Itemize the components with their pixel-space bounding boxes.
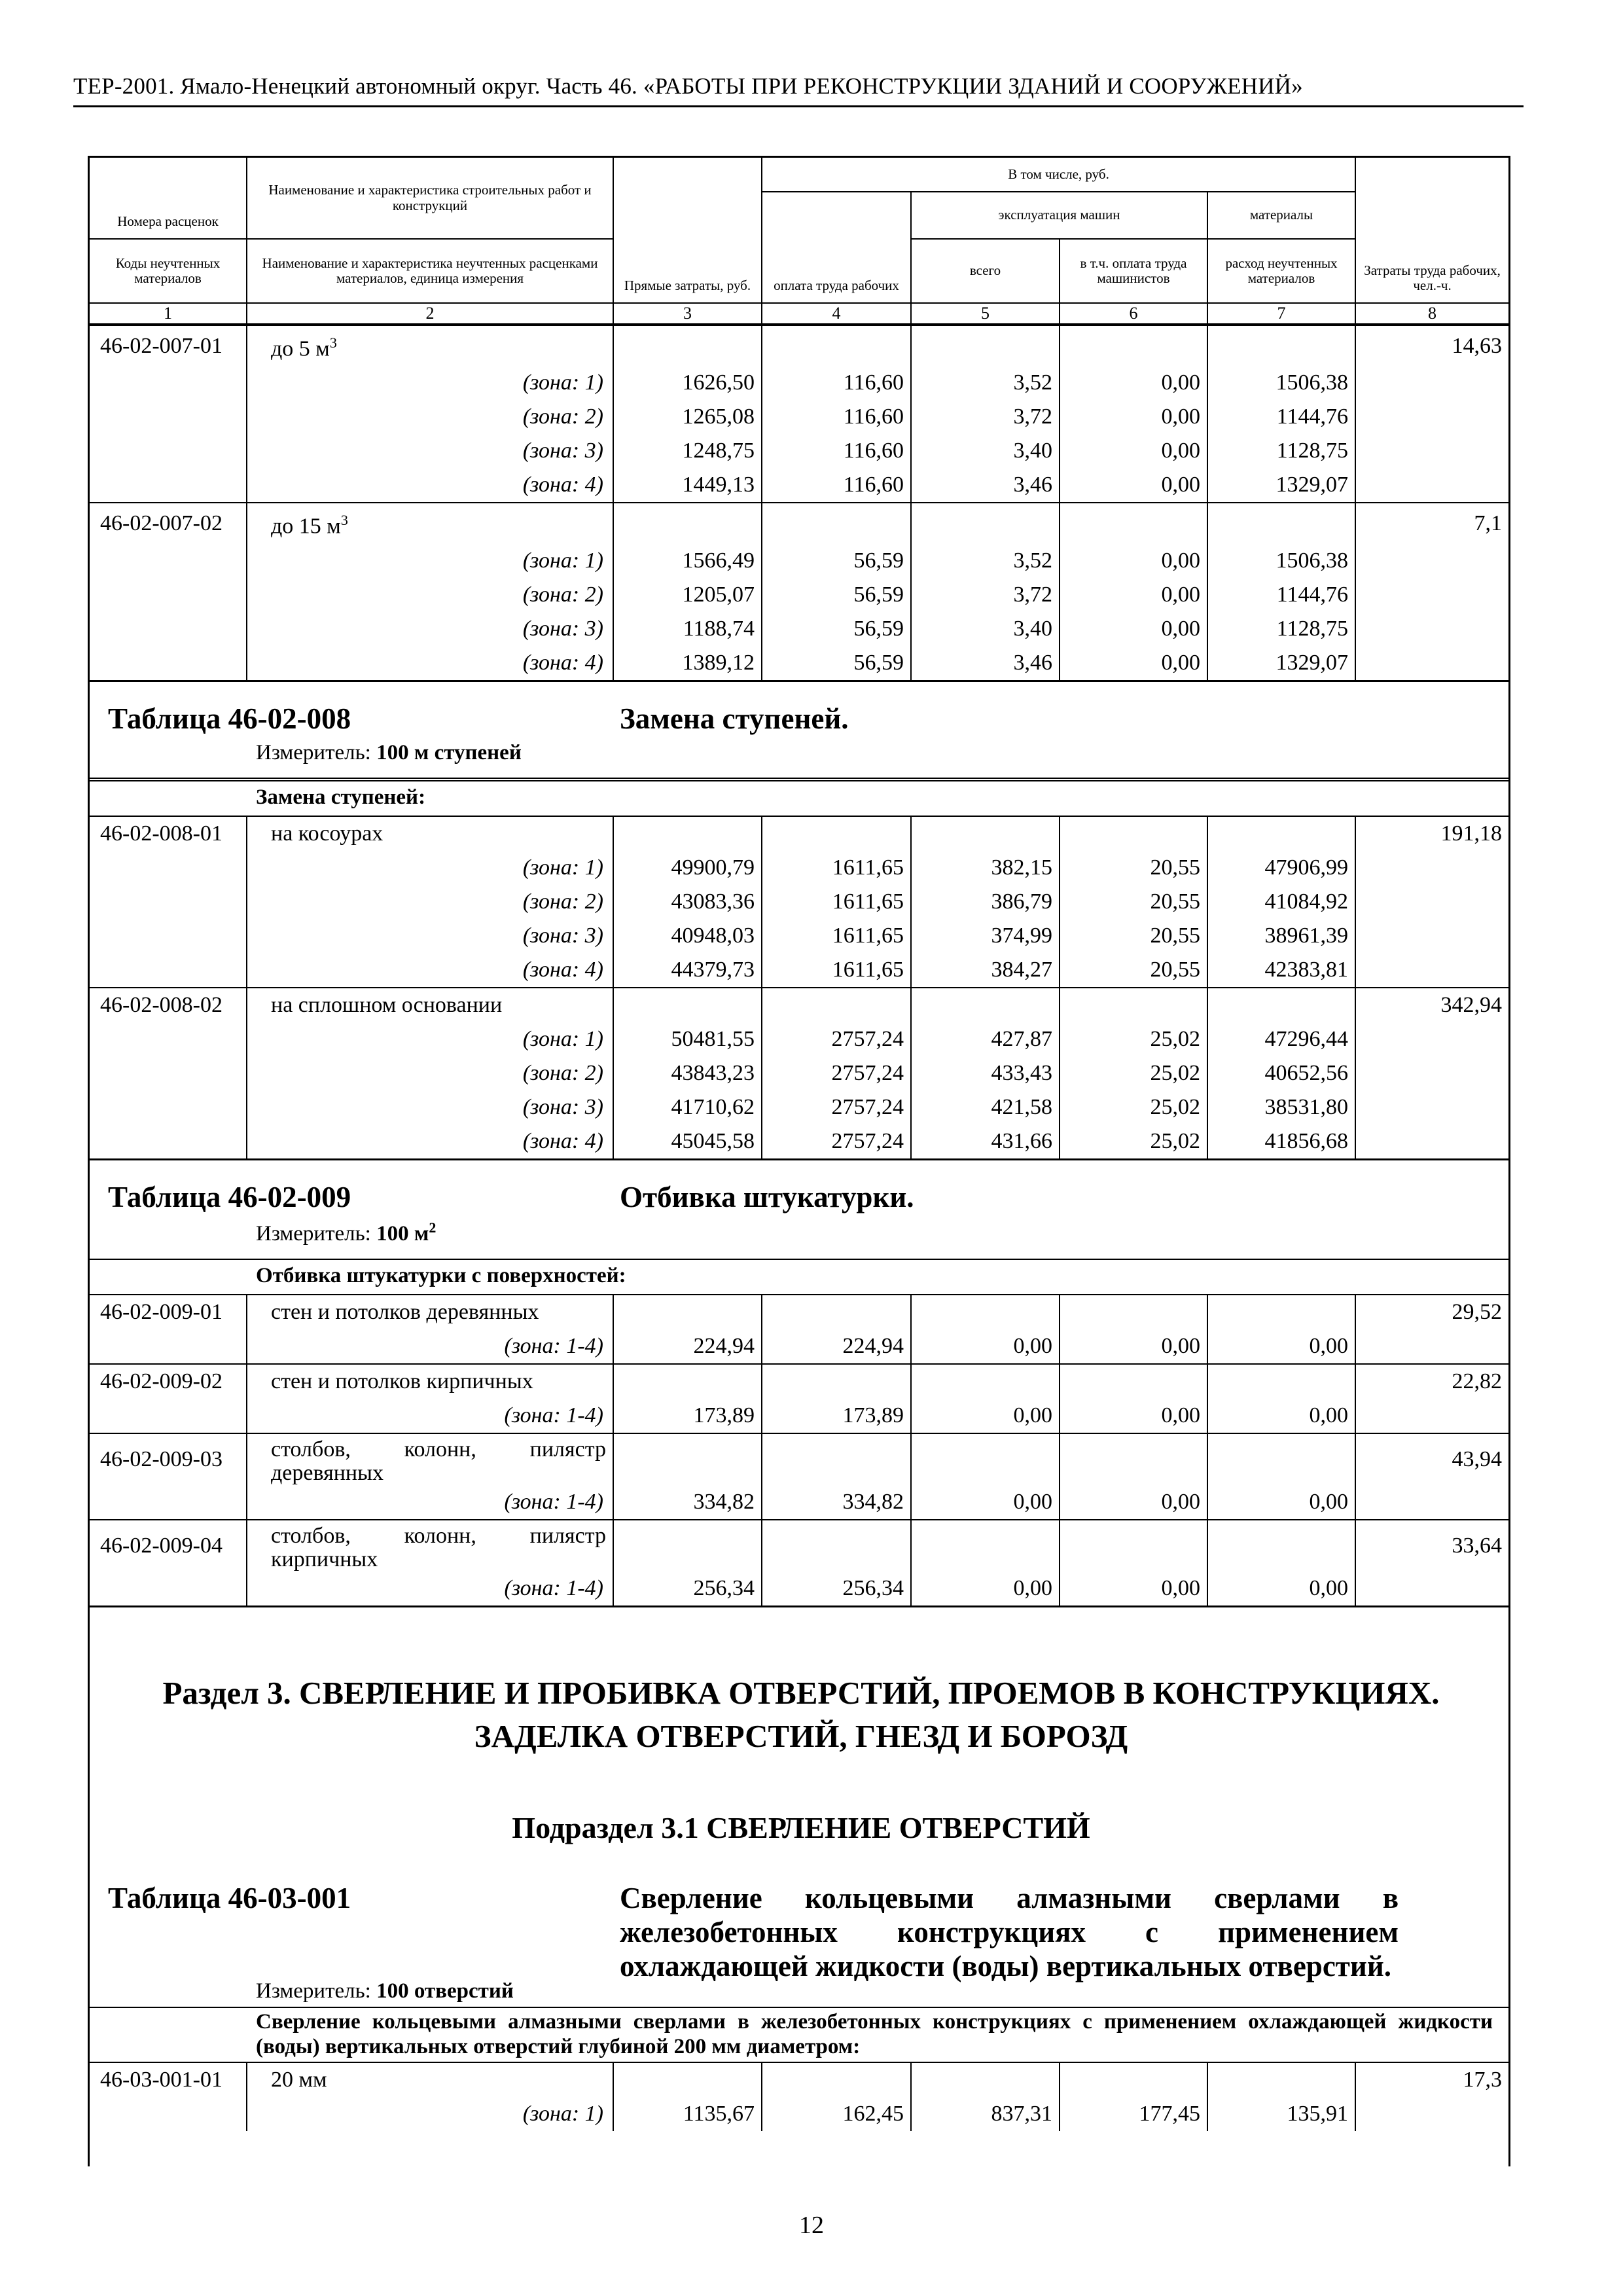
column-numbers bbox=[90, 304, 1508, 325]
table-subtitle bbox=[90, 778, 1508, 779]
machines-total: 421,58 bbox=[911, 1090, 1060, 1124]
zone-label: (зона: 3) bbox=[247, 1090, 613, 1124]
machinist-pay: 0,00 bbox=[1060, 544, 1207, 578]
materials-cost: 40652,56 bbox=[1207, 1056, 1355, 1090]
materials-cost: 1144,76 bbox=[1207, 400, 1355, 434]
machinist-pay: 25,02 bbox=[1060, 1090, 1207, 1124]
zone-label: (зона: 1-4) bbox=[247, 1571, 613, 1605]
labor-costs: 7,1 bbox=[1355, 503, 1508, 543]
labor-pay: 116,60 bbox=[762, 400, 911, 434]
materials-cost: 41084,92 bbox=[1207, 885, 1355, 919]
labor-pay-header: оплата труда рабочих bbox=[762, 192, 911, 303]
direct-costs: 1135,67 bbox=[613, 2097, 762, 2131]
machines-total: 3,40 bbox=[911, 612, 1060, 646]
rate-code: 46-02-009-02 bbox=[90, 1364, 247, 1399]
direct-costs: 1626,50 bbox=[613, 366, 762, 400]
measure: Измеритель: 100 $м^2$ bbox=[256, 1219, 437, 1246]
direct-costs: 1265,08 bbox=[613, 400, 762, 434]
machinist-pay: 0,00 bbox=[1060, 646, 1207, 680]
rate-name: столбов, колонн, пилястр кирпичных bbox=[247, 1520, 613, 1571]
labor-costs: 342,94 bbox=[1355, 988, 1508, 1022]
materials-cost: 47296,44 bbox=[1207, 1022, 1355, 1056]
rate-name: на косоурах bbox=[247, 816, 613, 851]
rate-name: до 15 $м^3$ bbox=[247, 503, 613, 543]
materials-cost: 1506,38 bbox=[1207, 544, 1355, 578]
column-number: 4 bbox=[762, 304, 911, 324]
block-46-02-007 bbox=[90, 325, 1508, 680]
column-number: 8 bbox=[1355, 304, 1508, 324]
work-name-header: Наименование и характеристика строительных работ и конструкций bbox=[247, 158, 613, 239]
materials-cost: 1128,75 bbox=[1207, 434, 1355, 468]
subtitle-row bbox=[90, 2007, 1508, 2062]
rate-code: 46-02-007-01 bbox=[90, 325, 247, 366]
column-header bbox=[90, 158, 1508, 304]
machines-total: 3,40 bbox=[911, 434, 1060, 468]
direct-costs: 1389,12 bbox=[613, 646, 762, 680]
materials-cost: 38531,80 bbox=[1207, 1090, 1355, 1124]
zone-label: (зона: 1-4) bbox=[247, 1399, 613, 1433]
rate-name: до 5 $м^3$ bbox=[247, 325, 613, 366]
block-46-02-008 bbox=[90, 816, 1508, 1158]
subtitle-row bbox=[90, 780, 1508, 816]
zone-label: (зона: 4) bbox=[247, 1124, 613, 1158]
machines-total: 386,79 bbox=[911, 885, 1060, 919]
column-number: 6 bbox=[1060, 304, 1207, 324]
zone-label: (зона: 1) bbox=[247, 544, 613, 578]
measure: Измеритель: 100 отверстий bbox=[256, 1979, 514, 2003]
measure: Измеритель: 100 м ступеней bbox=[256, 740, 522, 764]
column-number: 7 bbox=[1207, 304, 1355, 324]
table-46-02-008-heading bbox=[90, 680, 1508, 780]
zone-label: (зона: 4) bbox=[247, 646, 613, 680]
direct-costs: 43083,36 bbox=[613, 885, 762, 919]
labor-pay: 1611,65 bbox=[762, 953, 911, 988]
column-number: 1 bbox=[90, 304, 247, 324]
direct-costs-header: Прямые затраты, руб. bbox=[613, 158, 762, 303]
materials-consumption-header: расход неучтенных материалов bbox=[1207, 239, 1355, 303]
labor-pay: 2757,24 bbox=[762, 1124, 911, 1158]
rate-name: на сплошном основании bbox=[247, 988, 613, 1022]
zone-label: (зона: 2) bbox=[247, 885, 613, 919]
machinist-pay: 20,55 bbox=[1060, 953, 1207, 988]
direct-costs: 41710,62 bbox=[613, 1090, 762, 1124]
rate-numbers-header: Номера расценок bbox=[90, 158, 247, 239]
materials-cost: 0,00 bbox=[1207, 1329, 1355, 1364]
machines-total: 3,72 bbox=[911, 400, 1060, 434]
machines-total: 3,52 bbox=[911, 366, 1060, 400]
materials-cost: 1506,38 bbox=[1207, 366, 1355, 400]
table-subject: Отбивка штукатурки. bbox=[620, 1180, 914, 1213]
codes-header: Коды неучтенных материалов bbox=[90, 239, 247, 303]
table-subject: Замена ступеней. bbox=[620, 702, 849, 735]
machinist-pay: 177,45 bbox=[1060, 2097, 1207, 2131]
direct-costs: 44379,73 bbox=[613, 953, 762, 988]
section-title: Раздел 3. СВЕРЛЕНИЕ И ПРОБИВКА ОТВЕРСТИЙ, ПРОЕМОВ В КОНСТРУКЦИЯХ. ЗАДЕЛКА ОТВЕРСТИЙ, ГНЕЗД И БОРОЗД bbox=[162, 1674, 1440, 1754]
labor-pay: 2757,24 bbox=[762, 1022, 911, 1056]
labor-pay: 56,59 bbox=[762, 646, 911, 680]
machines-total: 433,43 bbox=[911, 1056, 1060, 1090]
labor-costs: 43,94 bbox=[1355, 1433, 1508, 1485]
table-title: Таблица 46-03-001 bbox=[108, 1881, 351, 1914]
direct-costs: 256,34 bbox=[613, 1571, 762, 1605]
table-subtitle: Замена ступеней: bbox=[256, 785, 426, 809]
page-number: 12 bbox=[799, 2212, 824, 2239]
zone-label: (зона: 3) bbox=[247, 919, 613, 953]
machinist-pay: 20,55 bbox=[1060, 919, 1207, 953]
machinist-pay: 0,00 bbox=[1060, 1329, 1207, 1364]
table-title: Таблица 46-02-008 bbox=[108, 702, 351, 735]
labor-pay: 116,60 bbox=[762, 366, 911, 400]
zone-label: (зона: 2) bbox=[247, 1056, 613, 1090]
machines-header: эксплуатация машин bbox=[911, 192, 1207, 239]
column-number: 3 bbox=[613, 304, 762, 324]
zone-label: (зона: 1) bbox=[247, 851, 613, 885]
machines-total: 3,46 bbox=[911, 468, 1060, 503]
machinist-pay-header: в т.ч. оплата труда машинистов bbox=[1060, 239, 1207, 303]
zone-label: (зона: 1-4) bbox=[247, 1485, 613, 1520]
table-subject: Сверление кольцевыми алмазными сверлами в железобетонных конструкциях с применением охлаждающей жидкости (воды) вертикальных отверстий. bbox=[620, 1881, 1399, 1982]
header-rule bbox=[73, 105, 1524, 107]
rates-frame bbox=[88, 156, 1510, 2166]
block-46-03-001 bbox=[90, 2062, 1508, 2131]
zone-label: (зона: 1) bbox=[247, 2097, 613, 2131]
labor-costs-header: Затраты труда рабочих, чел.-ч. bbox=[1355, 158, 1508, 303]
labor-pay: 1611,65 bbox=[762, 885, 911, 919]
machinist-pay: 25,02 bbox=[1060, 1022, 1207, 1056]
rate-code: 46-02-008-01 bbox=[90, 816, 247, 851]
materials-name-header: Наименование и характеристика неучтенных расценками материалов, единица измерения bbox=[247, 239, 613, 303]
machinist-pay: 0,00 bbox=[1060, 1571, 1207, 1605]
materials-cost: 1144,76 bbox=[1207, 578, 1355, 612]
direct-costs: 224,94 bbox=[613, 1329, 762, 1364]
machinist-pay: 20,55 bbox=[1060, 885, 1207, 919]
direct-costs: 334,82 bbox=[613, 1485, 762, 1520]
table-subtitle: Сверление кольцевыми алмазными сверлами в железобетонных конструкциях с применением охлаждающей жидкости (воды) вертикальных отверстий глубиной 200 мм диаметром: bbox=[256, 2009, 1493, 2058]
materials-cost: 38961,39 bbox=[1207, 919, 1355, 953]
direct-costs: 43843,23 bbox=[613, 1056, 762, 1090]
zone-label: (зона: 3) bbox=[247, 612, 613, 646]
labor-pay: 173,89 bbox=[762, 1399, 911, 1433]
column-number: 2 bbox=[247, 304, 613, 324]
rate-code: 46-03-001-01 bbox=[90, 2062, 247, 2097]
direct-costs: 50481,55 bbox=[613, 1022, 762, 1056]
materials-cost: 1329,07 bbox=[1207, 468, 1355, 503]
machines-total: 0,00 bbox=[911, 1329, 1060, 1364]
labor-costs: 191,18 bbox=[1355, 816, 1508, 851]
materials-cost: 0,00 bbox=[1207, 1399, 1355, 1433]
machines-total: 384,27 bbox=[911, 953, 1060, 988]
zone-label: (зона: 4) bbox=[247, 953, 613, 988]
column-number: 5 bbox=[911, 304, 1060, 324]
direct-costs: 1566,49 bbox=[613, 544, 762, 578]
materials-cost: 42383,81 bbox=[1207, 953, 1355, 988]
zone-label: (зона: 3) bbox=[247, 434, 613, 468]
labor-pay: 2757,24 bbox=[762, 1056, 911, 1090]
labor-pay: 256,34 bbox=[762, 1571, 911, 1605]
rate-code: 46-02-008-02 bbox=[90, 988, 247, 1022]
section-3-heading bbox=[90, 1605, 1508, 2007]
zone-label: (зона: 1) bbox=[247, 1022, 613, 1056]
labor-pay: 56,59 bbox=[762, 578, 911, 612]
machines-total: 0,00 bbox=[911, 1399, 1060, 1433]
labor-pay: 162,45 bbox=[762, 2097, 911, 2131]
materials-cost: 1128,75 bbox=[1207, 612, 1355, 646]
direct-costs: 1188,74 bbox=[613, 612, 762, 646]
materials-cost: 0,00 bbox=[1207, 1571, 1355, 1605]
rate-name: 20 мм bbox=[247, 2062, 613, 2097]
machines-total-header: всего bbox=[911, 239, 1060, 303]
machinist-pay: 0,00 bbox=[1060, 400, 1207, 434]
zone-label: (зона: 1) bbox=[247, 366, 613, 400]
machinist-pay: 0,00 bbox=[1060, 1399, 1207, 1433]
table-46-02-009-heading bbox=[90, 1158, 1508, 1259]
rate-code: 46-02-007-02 bbox=[90, 503, 247, 543]
direct-costs: 1205,07 bbox=[613, 578, 762, 612]
labor-pay: 334,82 bbox=[762, 1485, 911, 1520]
machines-total: 837,31 bbox=[911, 2097, 1060, 2131]
block-46-02-009 bbox=[90, 1294, 1508, 1605]
machinist-pay: 25,02 bbox=[1060, 1124, 1207, 1158]
materials-cost: 41856,68 bbox=[1207, 1124, 1355, 1158]
zone-label: (зона: 4) bbox=[247, 468, 613, 503]
table-title: Таблица 46-02-009 bbox=[108, 1180, 351, 1213]
machines-total: 3,72 bbox=[911, 578, 1060, 612]
rate-code: 46-02-009-04 bbox=[90, 1520, 247, 1571]
subsection-title: Подраздел 3.1 СВЕРЛЕНИЕ ОТВЕРСТИЙ bbox=[512, 1810, 1090, 1844]
machines-total: 431,66 bbox=[911, 1124, 1060, 1158]
zone-label: (зона: 2) bbox=[247, 578, 613, 612]
machinist-pay: 0,00 bbox=[1060, 612, 1207, 646]
labor-pay: 2757,24 bbox=[762, 1090, 911, 1124]
machinist-pay: 0,00 bbox=[1060, 578, 1207, 612]
machines-total: 3,52 bbox=[911, 544, 1060, 578]
labor-pay: 1611,65 bbox=[762, 919, 911, 953]
materials-cost: 135,91 bbox=[1207, 2097, 1355, 2131]
zone-label: (зона: 1-4) bbox=[247, 1329, 613, 1364]
direct-costs: 49900,79 bbox=[613, 851, 762, 885]
machinist-pay: 0,00 bbox=[1060, 1485, 1207, 1520]
materials-cost: 47906,99 bbox=[1207, 851, 1355, 885]
labor-costs: 14,63 bbox=[1355, 325, 1508, 366]
labor-pay: 1611,65 bbox=[762, 851, 911, 885]
direct-costs: 173,89 bbox=[613, 1399, 762, 1433]
labor-costs: 33,64 bbox=[1355, 1520, 1508, 1571]
labor-costs: 17,3 bbox=[1355, 2062, 1508, 2097]
machines-total: 427,87 bbox=[911, 1022, 1060, 1056]
rate-name: стен и потолков кирпичных bbox=[247, 1364, 613, 1399]
machinist-pay: 20,55 bbox=[1060, 851, 1207, 885]
direct-costs: 1449,13 bbox=[613, 468, 762, 503]
labor-pay: 56,59 bbox=[762, 612, 911, 646]
rate-name: столбов, колонн, пилястр деревянных bbox=[247, 1433, 613, 1485]
rate-name: стен и потолков деревянных bbox=[247, 1295, 613, 1329]
machines-total: 0,00 bbox=[911, 1571, 1060, 1605]
rate-code: 46-02-009-03 bbox=[90, 1433, 247, 1485]
labor-costs: 29,52 bbox=[1355, 1295, 1508, 1329]
rate-code: 46-02-009-01 bbox=[90, 1295, 247, 1329]
machinist-pay: 0,00 bbox=[1060, 434, 1207, 468]
machinist-pay: 0,00 bbox=[1060, 468, 1207, 503]
machines-total: 382,15 bbox=[911, 851, 1060, 885]
direct-costs: 1248,75 bbox=[613, 434, 762, 468]
machines-total: 374,99 bbox=[911, 919, 1060, 953]
materials-header: материалы bbox=[1207, 192, 1355, 239]
including-header: В том числе, руб. bbox=[762, 158, 1355, 192]
running-header: ТЕР-2001. Ямало-Ненецкий автономный округ. Часть 46. «РАБОТЫ ПРИ РЕКОНСТРУКЦИИ ЗДАНИЙ И СООРУЖЕНИЙ» bbox=[73, 73, 1303, 99]
labor-costs: 22,82 bbox=[1355, 1364, 1508, 1399]
labor-pay: 56,59 bbox=[762, 544, 911, 578]
machinist-pay: 25,02 bbox=[1060, 1056, 1207, 1090]
zone-label: (зона: 2) bbox=[247, 400, 613, 434]
labor-pay: 116,60 bbox=[762, 468, 911, 503]
materials-cost: 0,00 bbox=[1207, 1485, 1355, 1520]
direct-costs: 45045,58 bbox=[613, 1124, 762, 1158]
materials-cost: 1329,07 bbox=[1207, 646, 1355, 680]
labor-pay: 116,60 bbox=[762, 434, 911, 468]
machinist-pay: 0,00 bbox=[1060, 366, 1207, 400]
machines-total: 3,46 bbox=[911, 646, 1060, 680]
direct-costs: 40948,03 bbox=[613, 919, 762, 953]
machines-total: 0,00 bbox=[911, 1485, 1060, 1520]
labor-pay: 224,94 bbox=[762, 1329, 911, 1364]
table-subtitle: Отбивка штукатурки с поверхностей: bbox=[256, 1263, 626, 1287]
subtitle-row bbox=[90, 1259, 1508, 1294]
